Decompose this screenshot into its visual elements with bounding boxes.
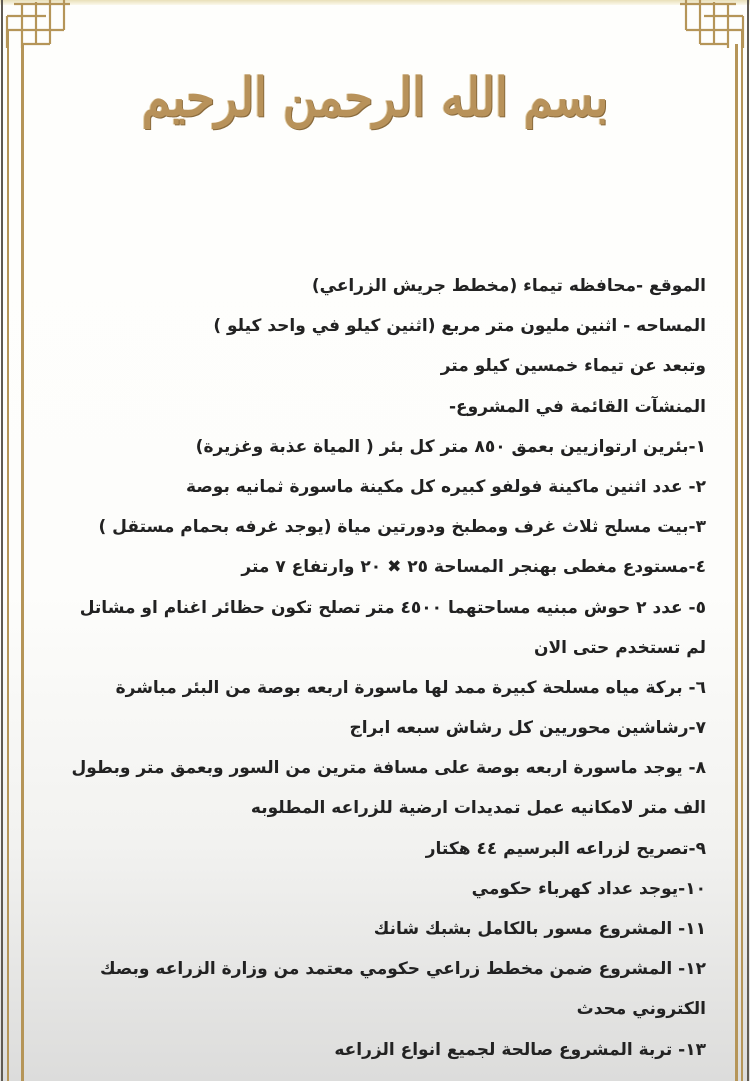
list-item-12-continued: الكتروني محدث <box>576 999 706 1020</box>
facilities-heading: المنشآت القائمة في المشروع- <box>448 396 706 417</box>
area-line: المساحه - اثنين مليون متر مربع (اثنين كيلو في واحد كيلو ) <box>213 316 706 337</box>
list-item-12: ١٢- المشروع ضمن مخطط زراعي حكومي معتمد من وزارة الزراعه وبصك <box>99 959 706 980</box>
document-body <box>46 266 706 1070</box>
distance-line: وتبعد عن تيماء خمسين كيلو متر <box>440 356 706 377</box>
top-border-glow <box>0 0 750 5</box>
corner-knot-top-left-icon <box>4 0 70 48</box>
list-item-2: ٢- عدد اثنين ماكينة فولفو كبيره كل مكينة ماسورة ثمانيه بوصة <box>186 476 706 497</box>
list-item-13: ١٣- تربة المشروع صالحة لجميع انواع الزراعه <box>334 1039 706 1060</box>
list-item-9: ٩-تصريح لزراعه البرسيم ٤٤ هكتار <box>425 838 706 859</box>
document-header <box>0 52 750 142</box>
basmala-calligraphy: بسم الله الرحمن الرحيم <box>141 65 609 129</box>
list-item-7: ٧-رشاشين محوريين كل رشاش سبعه ابراج <box>349 718 706 739</box>
list-item-10: ١٠-يوجد عداد كهرباء حكومي <box>471 878 706 899</box>
frame-edge-right <box>747 0 749 1081</box>
list-item-5: ٥- عدد ٢ حوش مبنيه مساحتهما ٤٥٠٠ متر تصلح تكون حظائر اغنام او مشاتل <box>79 597 706 618</box>
frame-line-right-outer <box>741 30 743 1081</box>
list-item-8-continued: الف متر لامكانيه عمل تمديدات ارضية للزراعه المطلوبه <box>250 798 706 819</box>
list-item-6: ٦- بركة مياه مسلحة كبيرة ممد لها ماسورة اربعه بوصة من البئر مباشرة <box>115 677 706 698</box>
list-item-4: ٤-مستودع مغطى بهنجر المساحة ٢٥ ✖ ٢٠ وارتفاع ٧ متر <box>241 557 706 578</box>
frame-line-left-outer <box>7 30 9 1081</box>
location-line: الموقع -محافظه تيماء (مخطط جريش الزراعي) <box>311 276 706 296</box>
list-item-3: ٣-بيت مسلح ثلاث غرف ومطبخ ودورتين مياة (يوجد غرفه بحمام مستقل ) <box>98 517 706 538</box>
frame-line-right-inner <box>735 44 738 1081</box>
frame-edge-left <box>1 0 3 1081</box>
frame-line-left-inner <box>21 44 24 1081</box>
list-item-1: ١-بئرين ارتوازيين بعمق ٨٥٠ متر كل بئر ( المياة عذبة وغزيرة) <box>195 436 706 457</box>
list-item-8: ٨- يوجد ماسورة اربعه بوصة على مسافة مترين من السور وبعمق متر وبطول <box>71 758 706 779</box>
list-item-5-continued: لم تستخدم حتى الان <box>533 637 706 658</box>
list-item-11: ١١- المشروع مسور بالكامل بشبك شانك <box>373 919 706 939</box>
corner-knot-top-right-icon <box>680 0 746 48</box>
